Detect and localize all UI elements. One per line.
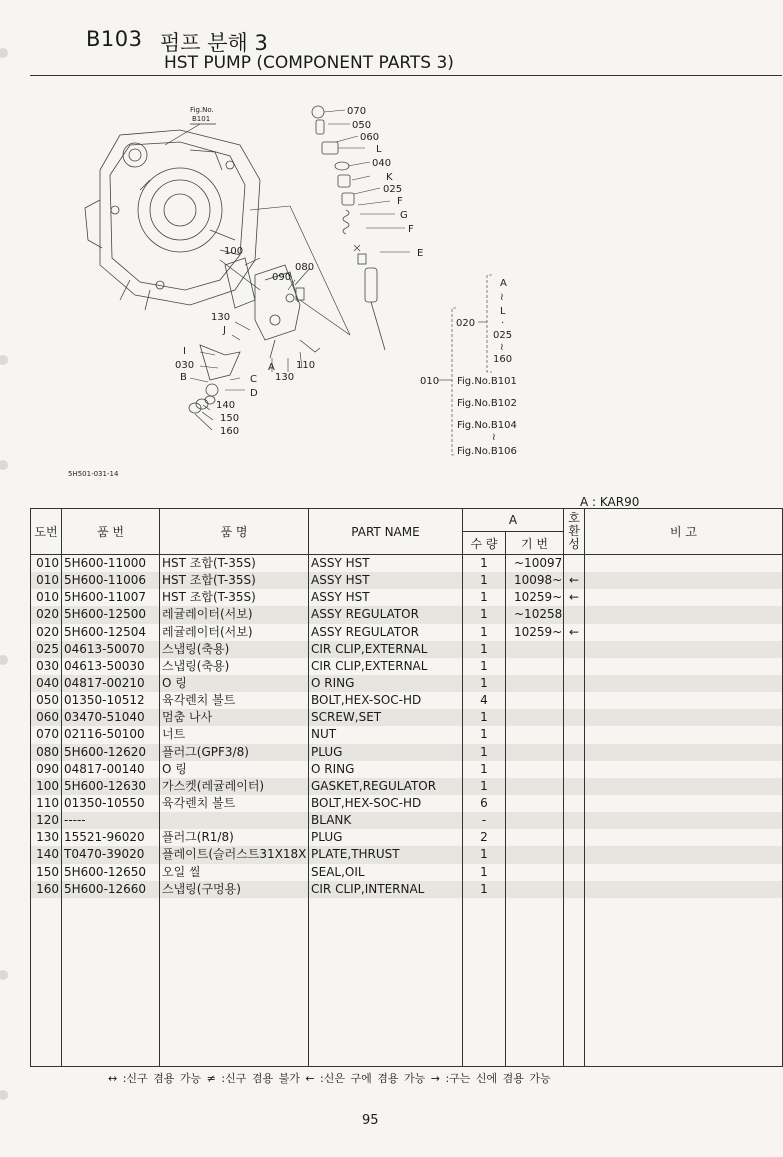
part-label: 090: [272, 272, 292, 283]
header-divider: [30, 75, 782, 76]
parts-table: [30, 508, 783, 1067]
row-serial: [506, 709, 564, 726]
row-ref-no: 020: [31, 606, 62, 623]
part-label: 080: [295, 262, 315, 273]
row-part-number: 04613-50070: [62, 641, 160, 658]
row-ref-no: 010: [31, 572, 62, 589]
row-remarks: [585, 864, 783, 881]
row-ref-no: 020: [31, 624, 62, 641]
binder-hole: [0, 1090, 8, 1100]
row-remarks: [585, 606, 783, 623]
row-interchange: [564, 829, 585, 846]
binder-hole: [0, 355, 8, 365]
table-row: [31, 726, 783, 743]
table-row: [31, 709, 783, 726]
row-serial: 10259~: [506, 624, 564, 641]
part-label: 140: [216, 400, 236, 411]
row-remarks: [585, 555, 783, 573]
row-name-korean: 레귤레이터(서보): [160, 624, 309, 641]
row-remarks: [585, 829, 783, 846]
row-interchange: ←: [564, 589, 585, 606]
tree-node: 020: [456, 318, 476, 329]
row-ref-no: 130: [31, 829, 62, 846]
row-serial: [506, 812, 564, 829]
row-part-number: 5H600-12650: [62, 864, 160, 881]
part-label: A: [268, 362, 275, 373]
row-quantity: 1: [463, 675, 506, 692]
table-row: [31, 881, 783, 898]
part-label: 070: [347, 106, 367, 117]
drawing-footnote: 5H501-031-14: [68, 470, 119, 478]
row-interchange: [564, 744, 585, 761]
row-quantity: 1: [463, 555, 506, 573]
binder-hole: [0, 655, 8, 665]
row-interchange: [564, 692, 585, 709]
row-part-name: ASSY REGULATOR: [309, 624, 463, 641]
row-part-number: 02116-50100: [62, 726, 160, 743]
row-part-name: PLUG: [309, 829, 463, 846]
row-ref-no: 140: [31, 846, 62, 863]
row-serial: 10259~: [506, 589, 564, 606]
row-part-name: BOLT,HEX-SOC-HD: [309, 795, 463, 812]
part-label: 130: [275, 372, 295, 383]
part-label: 100: [224, 246, 244, 257]
row-serial: ~10258: [506, 606, 564, 623]
row-part-name: PLATE,THRUST: [309, 846, 463, 863]
row-name-korean: 육각렌치 볼트: [160, 692, 309, 709]
col-header-part-no: 품 번: [62, 509, 160, 555]
row-name-korean: 육각렌치 볼트: [160, 795, 309, 812]
row-remarks: [585, 744, 783, 761]
row-quantity: 1: [463, 864, 506, 881]
row-interchange: [564, 812, 585, 829]
row-quantity: 1: [463, 658, 506, 675]
binder-hole: [0, 48, 8, 58]
row-interchange: [564, 709, 585, 726]
row-quantity: 1: [463, 641, 506, 658]
row-name-korean: 스냅링(축용): [160, 658, 309, 675]
row-remarks: [585, 881, 783, 898]
row-ref-no: 090: [31, 761, 62, 778]
row-part-number: 04817-00210: [62, 675, 160, 692]
binder-hole: [0, 460, 8, 470]
row-remarks: [585, 692, 783, 709]
row-interchange: ←: [564, 572, 585, 589]
row-quantity: 6: [463, 795, 506, 812]
row-serial: [506, 675, 564, 692]
row-remarks: [585, 726, 783, 743]
row-serial: [506, 641, 564, 658]
row-quantity: 1: [463, 589, 506, 606]
col-header-serial: 기 번: [506, 532, 564, 555]
table-row: [31, 606, 783, 623]
row-part-name: CIR CLIP,EXTERNAL: [309, 658, 463, 675]
row-part-number: 5H600-12660: [62, 881, 160, 898]
row-serial: [506, 692, 564, 709]
row-quantity: 1: [463, 778, 506, 795]
row-serial: [506, 658, 564, 675]
row-part-name: ASSY REGULATOR: [309, 606, 463, 623]
row-interchange: [564, 555, 585, 573]
row-ref-no: 120: [31, 812, 62, 829]
row-part-name: NUT: [309, 726, 463, 743]
interchange-legend: ↔ :신구 겸용 가능 ≠ :신구 겸용 불가 ← :신은 구에 겸용 가능 → :구는 신에 겸용 가능: [108, 1072, 551, 1085]
table-row: [31, 692, 783, 709]
blank-cell: [506, 898, 564, 1067]
row-name-korean: 플러그(GPF3/8): [160, 744, 309, 761]
row-interchange: [564, 881, 585, 898]
table-row: [31, 675, 783, 692]
row-quantity: 4: [463, 692, 506, 709]
row-serial: [506, 881, 564, 898]
row-part-number: 01350-10512: [62, 692, 160, 709]
row-remarks: [585, 675, 783, 692]
tree-node: ≀: [500, 292, 504, 303]
row-name-korean: 플러그(R1/8): [160, 829, 309, 846]
row-name-korean: HST 조합(T-35S): [160, 555, 309, 573]
row-part-name: SEAL,OIL: [309, 864, 463, 881]
row-quantity: 1: [463, 846, 506, 863]
row-part-number: 5H600-12620: [62, 744, 160, 761]
table-row: [31, 589, 783, 606]
row-serial: [506, 864, 564, 881]
col-header-no: 도번: [31, 509, 62, 555]
row-quantity: 1: [463, 624, 506, 641]
row-remarks: [585, 709, 783, 726]
row-interchange: [564, 675, 585, 692]
row-interchange: ←: [564, 624, 585, 641]
row-ref-no: 150: [31, 864, 62, 881]
table-row: [31, 778, 783, 795]
row-ref-no: 010: [31, 555, 62, 573]
row-remarks: [585, 778, 783, 795]
table-row: [31, 624, 783, 641]
row-interchange: [564, 864, 585, 881]
row-part-number: 5H600-11006: [62, 572, 160, 589]
row-serial: ~10097: [506, 555, 564, 573]
row-part-number: 5H600-12504: [62, 624, 160, 641]
col-header-interchange: 호 환 성: [564, 509, 585, 555]
row-part-name: O RING: [309, 761, 463, 778]
table-row: [31, 846, 783, 863]
row-serial: [506, 744, 564, 761]
row-ref-no: 025: [31, 641, 62, 658]
row-serial: [506, 846, 564, 863]
model-note: A : KAR90: [580, 495, 640, 509]
row-remarks: [585, 624, 783, 641]
part-label: 050: [352, 120, 372, 131]
row-interchange: [564, 795, 585, 812]
tree-node: L: [500, 306, 506, 317]
row-part-name: ASSY HST: [309, 555, 463, 573]
table-row: [31, 572, 783, 589]
tree-node: A: [500, 278, 507, 289]
exploded-parts-diagram: [40, 90, 560, 490]
section-code: B103: [86, 27, 143, 51]
row-quantity: 1: [463, 726, 506, 743]
row-quantity: 1: [463, 761, 506, 778]
row-ref-no: 050: [31, 692, 62, 709]
row-part-name: BLANK: [309, 812, 463, 829]
row-name-korean: 멈춤 나사: [160, 709, 309, 726]
row-interchange: [564, 846, 585, 863]
row-name-korean: 스냅링(구멍용): [160, 881, 309, 898]
row-remarks: [585, 761, 783, 778]
part-label: 025: [383, 184, 403, 195]
part-label: J: [223, 325, 226, 336]
part-label: E: [417, 248, 424, 259]
row-remarks: [585, 641, 783, 658]
blank-cell: [463, 898, 506, 1067]
row-quantity: 1: [463, 572, 506, 589]
row-part-number: T0470-39020: [62, 846, 160, 863]
row-part-number: 5H600-12630: [62, 778, 160, 795]
row-part-number: 5H600-12500: [62, 606, 160, 623]
row-name-korean: 너트: [160, 726, 309, 743]
row-ref-no: 080: [31, 744, 62, 761]
col-header-group: A: [463, 509, 564, 532]
part-label: 110: [296, 360, 316, 371]
part-label: B: [180, 372, 187, 383]
row-part-number: 03470-51040: [62, 709, 160, 726]
tree-node: ≀: [500, 342, 504, 353]
part-label: 040: [372, 158, 392, 169]
page-title-english: HST PUMP (COMPONENT PARTS 3): [164, 53, 454, 73]
page-number: 95: [362, 1113, 379, 1128]
row-interchange: [564, 761, 585, 778]
table-row: [31, 812, 783, 829]
table-row: [31, 864, 783, 881]
row-ref-no: 070: [31, 726, 62, 743]
table-row: [31, 641, 783, 658]
row-remarks: [585, 812, 783, 829]
row-part-name: PLUG: [309, 744, 463, 761]
row-quantity: -: [463, 812, 506, 829]
row-serial: [506, 726, 564, 743]
row-quantity: 2: [463, 829, 506, 846]
part-label: C: [250, 374, 257, 385]
row-name-korean: O 링: [160, 761, 309, 778]
row-ref-no: 100: [31, 778, 62, 795]
row-serial: [506, 829, 564, 846]
row-part-number: 15521-96020: [62, 829, 160, 846]
tree-fig-ref: Fig.No.B101: [457, 376, 517, 387]
row-part-number: -----: [62, 812, 160, 829]
tree-node: ·: [501, 318, 505, 329]
row-remarks: [585, 846, 783, 863]
part-label: 160: [220, 426, 240, 437]
row-part-number: 04817-00140: [62, 761, 160, 778]
blank-cell: [160, 898, 309, 1067]
row-part-name: ASSY HST: [309, 572, 463, 589]
table-row: [31, 658, 783, 675]
row-quantity: 1: [463, 744, 506, 761]
row-name-korean: [160, 812, 309, 829]
row-remarks: [585, 658, 783, 675]
row-part-name: GASKET,REGULATOR: [309, 778, 463, 795]
row-part-name: O RING: [309, 675, 463, 692]
blank-cell: [62, 898, 160, 1067]
row-part-name: CIR CLIP,EXTERNAL: [309, 641, 463, 658]
row-interchange: [564, 606, 585, 623]
blank-cell: [564, 898, 585, 1067]
row-interchange: [564, 778, 585, 795]
row-quantity: 1: [463, 709, 506, 726]
row-serial: [506, 761, 564, 778]
row-serial: [506, 795, 564, 812]
row-remarks: [585, 795, 783, 812]
table-row: [31, 555, 783, 573]
binder-hole: [0, 970, 8, 980]
row-ref-no: 040: [31, 675, 62, 692]
row-part-name: ASSY HST: [309, 589, 463, 606]
part-label: 130: [211, 312, 231, 323]
row-name-korean: 오일 씰: [160, 864, 309, 881]
blank-cell: [309, 898, 463, 1067]
table-row: [31, 744, 783, 761]
tree-fig-ref: Fig.No.B104: [457, 420, 517, 431]
row-quantity: 1: [463, 606, 506, 623]
tree-fig-ref: Fig.No.B102: [457, 398, 517, 409]
part-label: D: [250, 388, 258, 399]
part-label: 150: [220, 413, 240, 424]
row-interchange: [564, 641, 585, 658]
row-part-number: 04613-50030: [62, 658, 160, 675]
table-row: [31, 761, 783, 778]
row-interchange: [564, 658, 585, 675]
page-title-korean: 펌프 분해 3: [160, 31, 268, 55]
tree-node: 010: [420, 376, 440, 387]
row-part-name: SCREW,SET: [309, 709, 463, 726]
row-name-korean: O 링: [160, 675, 309, 692]
row-name-korean: 플레이트(슬러스트31X18X: [160, 846, 309, 863]
row-ref-no: 010: [31, 589, 62, 606]
part-label: G: [400, 210, 408, 221]
blank-cell: [585, 898, 783, 1067]
table-row: [31, 829, 783, 846]
row-ref-no: 060: [31, 709, 62, 726]
row-remarks: [585, 589, 783, 606]
part-label: L: [376, 144, 382, 155]
row-name-korean: 스냅링(축용): [160, 641, 309, 658]
part-label: 030: [175, 360, 195, 371]
part-label: 060: [360, 132, 380, 143]
part-label: K: [386, 172, 393, 183]
part-label: I: [183, 346, 186, 357]
col-header-name-kr: 품 명: [160, 509, 309, 555]
row-serial: 10098~: [506, 572, 564, 589]
row-part-number: 5H600-11007: [62, 589, 160, 606]
fig-ref-number: B101: [192, 115, 211, 123]
row-name-korean: 레귤레이터(서보): [160, 606, 309, 623]
tree-node: 025: [493, 330, 513, 341]
col-header-remarks: 비 고: [585, 509, 783, 555]
blank-cell: [31, 898, 62, 1067]
row-name-korean: HST 조합(T-35S): [160, 572, 309, 589]
row-ref-no: 030: [31, 658, 62, 675]
table-blank-space: [31, 898, 783, 1067]
row-name-korean: HST 조합(T-35S): [160, 589, 309, 606]
row-quantity: 1: [463, 881, 506, 898]
row-interchange: [564, 726, 585, 743]
row-ref-no: 160: [31, 881, 62, 898]
pump-housing-drawing: [85, 130, 260, 310]
row-part-name: CIR CLIP,INTERNAL: [309, 881, 463, 898]
tree-fig-ref: Fig.No.B106: [457, 446, 517, 457]
parts-table-body: [31, 555, 783, 1067]
col-header-part-name: PART NAME: [309, 509, 463, 555]
part-label: F: [408, 224, 414, 235]
row-remarks: [585, 572, 783, 589]
row-serial: [506, 778, 564, 795]
row-part-name: BOLT,HEX-SOC-HD: [309, 692, 463, 709]
row-ref-no: 110: [31, 795, 62, 812]
row-name-korean: 가스켓(레귤레이터): [160, 778, 309, 795]
row-part-number: 01350-10550: [62, 795, 160, 812]
col-header-qty: 수 량: [463, 532, 506, 555]
tree-node: 160: [493, 354, 513, 365]
fig-ref-label: Fig.No.: [190, 106, 214, 114]
row-part-number: 5H600-11000: [62, 555, 160, 573]
table-row: [31, 795, 783, 812]
tree-fig-ref: ≀: [492, 432, 496, 443]
part-label: F: [397, 196, 403, 207]
